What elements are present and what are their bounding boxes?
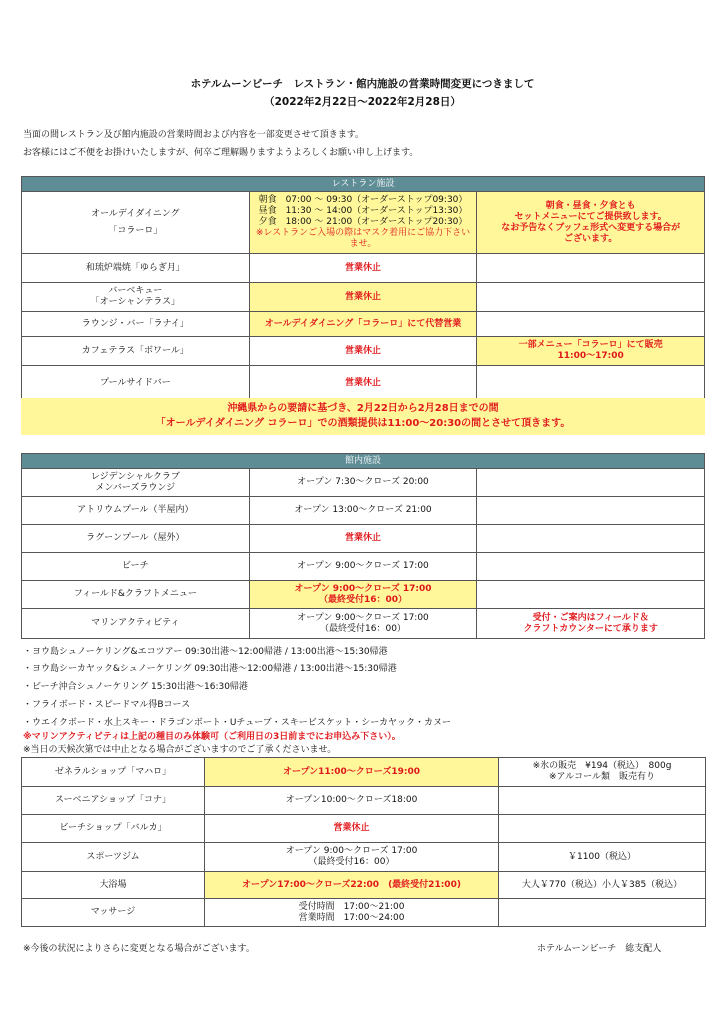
facility-name: ビーチショップ「バルカ」 — [22, 815, 205, 843]
facility-hours: 営業休止 — [249, 254, 477, 283]
remark-line: 受付・ご案内はフィールド＆ — [532, 612, 649, 623]
facility-name-line: オールデイダイニング — [91, 208, 180, 219]
facility-hours — [249, 609, 477, 639]
marine-item: ・ビーチ沖合シュノーケリング 15:30出港～16:30帰港 — [23, 682, 248, 692]
table-row — [22, 609, 705, 639]
hours-line: オープン 9:00～クローズ 17:00 — [297, 612, 429, 623]
facility-remark — [477, 497, 705, 525]
facility-name — [22, 192, 250, 254]
marine-note: ※当日の天候次第では中止となる場合がございますのでご了承くださいませ。 — [23, 745, 337, 755]
marine-note-red: ※マリンアクティビティは上記の種目のみ体験可（ご利用日の3日前までにお申込み下さい）。 — [23, 732, 401, 742]
table-row — [22, 899, 706, 927]
facility-remark — [477, 337, 705, 366]
facility-hours: オープン10:00～クローズ18:00 — [205, 787, 499, 815]
facility-remark — [477, 553, 705, 581]
facility-name-line: 「オーシャンテラス」 — [90, 297, 181, 307]
facility-name-line: レジデンシャルクラブ — [90, 471, 180, 482]
alcohol-notice-banner — [21, 398, 705, 435]
facility-name: フィールド&クラフトメニュー — [22, 581, 250, 609]
hours-line: （最終受付16：00） — [318, 594, 408, 605]
remark-line: 朝食・昼食・夕食とも — [545, 200, 636, 211]
hours-line: 営業時間 17:00～24:00 — [298, 912, 405, 923]
facility-name: ビーチ — [22, 553, 250, 581]
intro-line-1: 当面の間レストラン及び館内施設の営業時間および内容を一部変更させて頂きます。 — [23, 130, 365, 140]
hours-line: 受付時間 17:00～21:00 — [298, 901, 405, 912]
marine-item: ・ヨウ島シュノーケリング&エコツアー 09:30出港～12:00帰港 / 13:00出港～15:30帰港 — [23, 647, 388, 657]
facility-remark — [477, 312, 705, 337]
notice-line: 沖縄県からの要請に基づき、2月22日から2月28日までの間 — [227, 403, 499, 414]
table-row — [22, 581, 705, 609]
marine-item: ・フライボード・スピードマル得Bコース — [23, 700, 191, 710]
facility-name: 大浴場 — [22, 872, 205, 899]
facility-hours: オールデイダイニング「コラーロ」にて代替営業 — [249, 312, 477, 337]
remark-line: セットメニューにてご提供致します。 — [514, 211, 667, 222]
facility-hours: 営業休止 — [249, 366, 477, 402]
facility-hours: オープン11:00～クローズ19:00 — [205, 758, 499, 787]
hours-line: 朝食 07:00 ～ 09:30（オーダーストップ09:30） — [258, 195, 468, 205]
facility-hours: オープン 13:00～クローズ 21:00 — [249, 497, 477, 525]
facility-hours: 営業休止 — [249, 337, 477, 366]
facility-name: マッサージ — [22, 899, 205, 927]
facility-name: ラウンジ・バー「ラナイ」 — [22, 312, 250, 337]
table-row — [22, 758, 706, 787]
facility-remark — [477, 366, 705, 402]
facility-name — [22, 283, 250, 312]
remark-line: ※アルコール類 販売有り — [548, 772, 655, 782]
table-row — [22, 254, 705, 283]
table-row — [22, 525, 705, 553]
facility-name: プールサイドバー — [22, 366, 250, 402]
facility-hours: オープン 7:30～クローズ 20:00 — [249, 469, 477, 497]
table-row — [22, 787, 706, 815]
facility-name-line: 「コラーロ」 — [108, 225, 163, 236]
facility-name-line: メンバーズラウンジ — [95, 482, 176, 493]
restaurant-table — [21, 176, 705, 402]
facility-remark — [499, 787, 706, 815]
facility-name: ラグーンプール（屋外） — [22, 525, 250, 553]
facility-name: ゼネラルショップ「マハロ」 — [22, 758, 205, 787]
facility-remark: ￥1100（税込） — [499, 843, 706, 872]
remark-line: 11:00～17:00 — [557, 351, 624, 361]
table-row — [22, 283, 705, 312]
facility-hours — [205, 843, 499, 872]
hours-line: 夕食 18:00 ～ 21:00（オーダーストップ20:30） — [258, 217, 468, 227]
table-row — [22, 469, 705, 497]
facility-hours: 営業休止 — [249, 525, 477, 553]
hours-line: 昼食 11:30 ～ 14:00（オーダーストップ13:30） — [258, 206, 468, 216]
footer-note: ※今後の状況によりさらに変更となる場合がございます。 — [23, 944, 255, 954]
facility-name: アトリウムプール（半屋内） — [22, 497, 250, 525]
table-row — [22, 312, 705, 337]
table-row — [22, 497, 705, 525]
shops-table — [21, 757, 706, 927]
facility-name: スポーツジム — [22, 843, 205, 872]
facility-remark — [477, 609, 705, 639]
hours-line: （最終受付16：00） — [308, 857, 395, 867]
facility-hours — [249, 192, 477, 254]
facility-name: スーベニアショップ「コナ」 — [22, 787, 205, 815]
facility-name: 和琉炉端焼「ゆらぎ月」 — [22, 254, 250, 283]
page-period: （2022年2月22日～2022年2月28日） — [264, 96, 461, 108]
facility-name-line: バーベキュー — [108, 286, 163, 296]
facility-remark — [477, 283, 705, 312]
remark-line: 一部メニュー「コラーロ」にて販売 — [518, 340, 663, 350]
facility-name: マリンアクティビティ — [22, 609, 250, 639]
table-row — [22, 192, 705, 254]
intro-line-2: お客様にはご不便をお掛けいたしますが、何卒ご理解賜りますようよろしくお願い申し上げます。 — [23, 148, 419, 158]
hours-line: オープン 9:00～クローズ 17:00 — [285, 846, 418, 856]
facility-remark — [499, 899, 706, 927]
marine-item: ・ヨウ島シーカヤック&シュノーケリング 09:30出港～12:00帰港 / 13:00出港～15:30帰港 — [23, 664, 397, 674]
facility-remark — [477, 192, 705, 254]
table-row — [22, 872, 706, 899]
facility-name — [22, 469, 250, 497]
notice-line: 「オールデイダイニング コラーロ」での酒類提供は11:00～20:30の間とさせて頂きます。 — [155, 418, 571, 429]
facility-hours: オープン17:00～クローズ22:00 (最終受付21:00) — [205, 872, 499, 899]
footer-signature: ホテルムーンビーチ 総支配人 — [537, 944, 662, 954]
page-title: ホテルムーンビーチ レストラン・館内施設の営業時間変更につきまして — [190, 78, 535, 90]
facility-name: カフェテラス「ボワール」 — [22, 337, 250, 366]
table-row — [22, 337, 705, 366]
remark-line: クラフトカウンターにて承ります — [523, 623, 658, 634]
table-row — [22, 366, 705, 402]
restaurant-header: レストラン施設 — [22, 177, 705, 192]
facilities-table — [21, 453, 705, 639]
facility-remark: 大人￥770（税込）小人￥385（税込） — [499, 872, 706, 899]
hours-line: オープン 9:00～クローズ 17:00 — [294, 583, 432, 594]
facility-hours — [205, 899, 499, 927]
facility-hours: オープン 9:00～クローズ 17:00 — [249, 553, 477, 581]
facility-remark — [499, 758, 706, 787]
facility-hours: 営業休止 — [249, 283, 477, 312]
remark-line: なお予告なくブッフェ形式へ変更する場合が — [501, 222, 681, 233]
facility-remark — [477, 254, 705, 283]
mask-note: ※レストランご入場の際はマスク着用にご協力下さいませ。 — [255, 228, 471, 249]
facility-remark — [499, 815, 706, 843]
facility-remark — [477, 581, 705, 609]
remark-line: ございます。 — [564, 233, 618, 244]
hours-line: （最終受付16：00） — [320, 623, 406, 634]
remark-line: ※氷の販売 ¥194（税込） 800g — [532, 761, 672, 771]
marine-item: ・ウエイクボード・水上スキー・ドラゴンボート・Uチューブ・スキービスケット・シーカヤック・カヌー — [23, 718, 452, 728]
table-row — [22, 815, 706, 843]
facility-hours — [249, 581, 477, 609]
table-row — [22, 843, 706, 872]
facility-remark — [477, 525, 705, 553]
table-row — [22, 553, 705, 581]
facility-remark — [477, 469, 705, 497]
facility-hours: 営業休止 — [205, 815, 499, 843]
facilities-header: 館内施設 — [22, 454, 705, 469]
